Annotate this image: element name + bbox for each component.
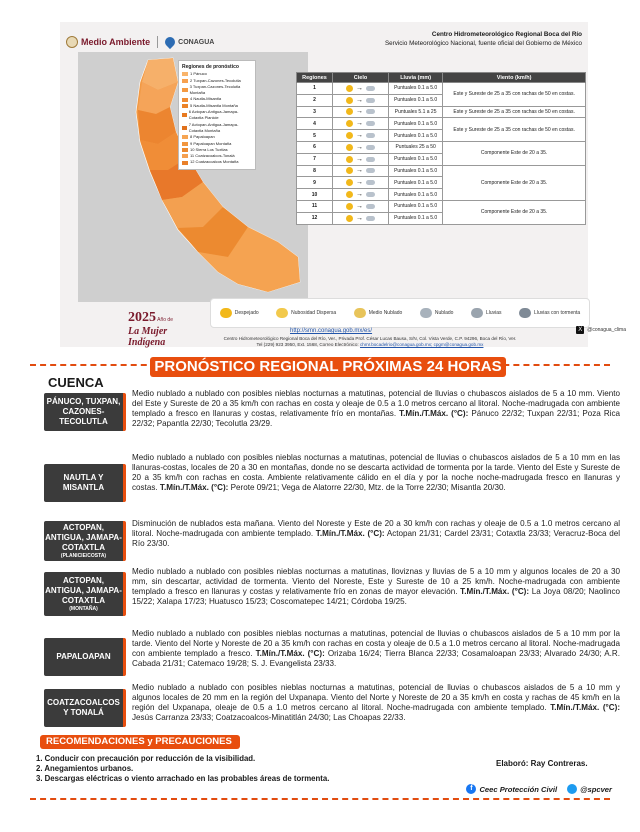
forecast-body: Medio nublado a nublado con posibles nieblas nocturnas a matutinas, potencial de lluvias o chubascos aislados de 5 a 10 mm. Viento del Este y Sureste de 20 a 35 km/h con rachas en costa y oleaje de 0.5 a 1.0 metros cercano al litoral. Noche-madrugada con ambiente templado a fresco en llanuras y costas, relativamente frío en montañas. bbox=[132, 389, 620, 419]
legend-swatch bbox=[182, 113, 187, 117]
legend-item bbox=[182, 84, 252, 97]
cloud-icon bbox=[366, 180, 375, 185]
legend-label: 12 Coatzacoalcos Montaña bbox=[190, 159, 239, 165]
anio-line2: La Mujer bbox=[128, 326, 168, 337]
region-name: ACTOPAN, ANTIGUA, JAMAPA-COTAXTLA bbox=[45, 522, 122, 552]
twitter-link[interactable]: @spcver bbox=[567, 784, 612, 794]
wind-cell: Componente Este de 20 a 35. bbox=[443, 200, 586, 224]
legend-swatch bbox=[182, 148, 188, 152]
footer-divider bbox=[30, 798, 610, 800]
rain-cell: Puntuales 25 a 50 bbox=[389, 141, 443, 153]
temps-values: Perote 09/21; Vega de Alatorre 22/30, Mtz. de la Torre 22/30; Misantla 20/30. bbox=[230, 483, 506, 493]
rain-cell: Puntuales 0.1 a 5.0 bbox=[389, 165, 443, 177]
temps-label: T.Mín./T.Máx. (°C): bbox=[460, 587, 530, 597]
forecast-table bbox=[296, 72, 586, 225]
arrow-right-icon: → bbox=[356, 143, 363, 151]
forecast-body: Medio nublado a nublado con posibles nieblas nocturnas a matutinas, potencial de lluvias o chubascos aislados de 5 a 10 mm y algunos locales de 20 mm en la región del Uxpanapa. Viento del Norte y Noreste de 20 a 35 km/h en costa y rachas de 45 km/h en la región del Uxpanapa, oleaje de 0.5 a 1.0 metros cercano al litoral. Noche-madrugada con ambiente templado. bbox=[132, 683, 620, 713]
recommendations-list bbox=[36, 754, 329, 785]
table-row bbox=[297, 141, 586, 153]
region-forecast-text bbox=[132, 389, 620, 429]
wind-cell: Componente Este de 20 a 35. bbox=[443, 165, 586, 200]
sky-legend-item bbox=[471, 308, 502, 318]
sun-icon bbox=[346, 144, 353, 151]
twitter-icon bbox=[567, 784, 577, 794]
region-number: 8 bbox=[297, 165, 333, 177]
arrow-right-icon: → bbox=[356, 214, 363, 222]
facebook-link[interactable]: f Ceec Protección Civil bbox=[466, 784, 557, 794]
rain-cell: Puntuales 0.1 a 5.0 bbox=[389, 83, 443, 95]
legend-label: 8 Papaloapan bbox=[190, 134, 215, 140]
emails-link[interactable]: chmr.bocadelrio@conagua.gob.mx; cpgm@conagua.gob.mx bbox=[359, 342, 484, 347]
sky-legend-label: Nublado bbox=[434, 310, 454, 316]
sky-cell bbox=[333, 118, 389, 130]
region-number: 7 bbox=[297, 153, 333, 165]
arrow-right-icon: → bbox=[356, 167, 363, 175]
rain-cell: Puntuales 0.1 a 5.0 bbox=[389, 212, 443, 224]
region-name: PAPALOAPAN bbox=[56, 652, 111, 661]
region-name: PÁNUCO, TUXPAN, CAZONES-TECOLUTLA bbox=[46, 397, 121, 426]
cloud-icon bbox=[366, 204, 375, 209]
sun-icon bbox=[346, 215, 353, 222]
col-header-sky: Cielo bbox=[333, 73, 389, 83]
legend-label: 10 Sierra Los Tuxtlas bbox=[190, 146, 228, 152]
sky-legend-item bbox=[519, 308, 580, 318]
temps-label: T.Mín./T.Máx. (°C): bbox=[159, 483, 229, 493]
region-number: 5 bbox=[297, 130, 333, 142]
sky-cell bbox=[333, 212, 389, 224]
anio-line3: Indígena bbox=[128, 337, 166, 348]
legend-label: 5 Nautla-Misantla Montaña bbox=[190, 102, 238, 108]
legend-swatch bbox=[182, 104, 188, 108]
region-subname: (PLANICIE/COSTA) bbox=[60, 552, 107, 559]
sun-icon bbox=[346, 156, 353, 163]
region-subname: (MONTAÑA) bbox=[69, 605, 98, 612]
region-number: 2 bbox=[297, 94, 333, 106]
arrow-right-icon: → bbox=[356, 120, 363, 128]
address-text: Centro Hidrometeorológico Regional Boca del Río, Ver., Privada Prof. César Lucas Bausa, S/N, Col. Vista Verde, C.P. 94296, Boca del Río, Ver. bbox=[223, 336, 517, 341]
sky-legend-label: Nubosidad Dispersa bbox=[291, 310, 337, 316]
storm-icon bbox=[519, 308, 531, 318]
x-account[interactable]: X @conagua_clima bbox=[578, 327, 626, 333]
cloud-icon bbox=[366, 109, 375, 114]
temps-label: T.Mín./T.Máx. (°C): bbox=[315, 529, 385, 539]
region-number: 9 bbox=[297, 177, 333, 189]
temps-values: Actopan 21/31; Cardel 23/31; Cotaxtla 23/33; Veracruz-Boca del Río 23/30. bbox=[132, 529, 621, 549]
sky-cell bbox=[333, 165, 389, 177]
region-block bbox=[44, 683, 626, 733]
sky-cell bbox=[333, 200, 389, 212]
table-row bbox=[297, 106, 586, 118]
legend-label: 3 Tuxpan-Cazones-Tecolutla Montaña bbox=[189, 83, 241, 96]
region-label bbox=[44, 464, 126, 502]
region-block bbox=[44, 389, 626, 435]
region-number: 6 bbox=[297, 141, 333, 153]
sky-cell bbox=[333, 106, 389, 118]
table-row bbox=[297, 200, 586, 212]
rain-icon bbox=[471, 308, 483, 318]
sky-legend-label: Medio Nublado bbox=[368, 310, 403, 316]
social-links bbox=[462, 784, 616, 794]
sky-legend-label: Despejado bbox=[234, 310, 259, 316]
section-label: CUENCA bbox=[48, 375, 104, 390]
cloud-icon bbox=[366, 121, 375, 126]
sun-icon bbox=[346, 108, 353, 115]
cloud-icon bbox=[366, 133, 375, 138]
cloud-icon bbox=[420, 308, 432, 318]
temps-values: Pánuco 22/32; Tuxpan 22/31; Poza Rica 22/32; Papantla 22/30; Tecolutla 23/29. bbox=[132, 409, 621, 429]
sky-legend-label: Lluvias con tormenta bbox=[534, 310, 581, 316]
rain-cell: Puntuales 0.1 a 5.0 bbox=[389, 200, 443, 212]
region-number: 1 bbox=[297, 83, 333, 95]
sun-icon bbox=[346, 191, 353, 198]
col-header-wind: Viento (km/h) bbox=[443, 73, 586, 83]
legend-swatch bbox=[182, 88, 188, 92]
region-number: 10 bbox=[297, 189, 333, 201]
region-label bbox=[44, 393, 126, 431]
logos bbox=[66, 36, 214, 48]
region-number: 3 bbox=[297, 106, 333, 118]
medio-ambiente-logo: Medio Ambiente bbox=[66, 36, 150, 48]
rain-cell: Puntuales 0.1 a 5.0 bbox=[389, 118, 443, 130]
region-label bbox=[44, 521, 126, 561]
sky-cell bbox=[333, 130, 389, 142]
sky-cell bbox=[333, 83, 389, 95]
wind-cell: Componente Este de 20 a 35. bbox=[443, 141, 586, 165]
legend-items bbox=[182, 71, 252, 165]
legend-label: 9 Papaloapan Montaña bbox=[190, 140, 232, 146]
sky-cell bbox=[333, 94, 389, 106]
forecast-body: Medio nublado a nublado con posibles nieblas nocturnas a matutinas, potencial de lluvias o chubascos aislados de 5 a 10 mm en las llanuras-costas, locales de 20 a 30 en montañas, donde no se descarta actividad de tormenta por la tarde. Viento del Este y Sureste de 20 a 35 km/h con rachas en costa. Ambiente relativamente cálido en el día y por la noche noche-madrugada fresco en llanuras y costas. bbox=[132, 453, 620, 493]
region-number: 4 bbox=[297, 118, 333, 130]
anio-year: 2025 bbox=[128, 310, 156, 325]
sun-cloud-icon bbox=[276, 308, 288, 318]
cloud-icon bbox=[366, 168, 375, 173]
conagua-logo: CONAGUA bbox=[165, 37, 214, 47]
smn-link[interactable]: http://smn.conagua.gob.mx/es/ bbox=[290, 328, 373, 334]
legend-swatch bbox=[182, 72, 188, 76]
wind-cell: Este y Sureste de 25 a 35 con rachas de 50 en costas. bbox=[443, 106, 586, 118]
legend-label: 4 Nautla-Misantla bbox=[190, 96, 222, 102]
region-label bbox=[44, 638, 126, 676]
partly-cloudy-icon bbox=[354, 308, 366, 318]
legend-label: 6 Actopan-Antigua-Jamapa-Cotaxtla Planicie bbox=[188, 109, 239, 121]
region-name: NAUTLA Y MISANTLA bbox=[62, 473, 105, 492]
legend-swatch bbox=[182, 161, 188, 165]
arrow-right-icon: → bbox=[356, 96, 363, 104]
recommendation-item: 2. Anegamientos urbanos. bbox=[36, 764, 134, 774]
sun-icon bbox=[220, 308, 232, 318]
recommendation-item: 1. Conducir con precaución por reducción de la visibilidad. bbox=[36, 754, 256, 763]
arrow-right-icon: → bbox=[356, 84, 363, 92]
table-row bbox=[297, 118, 586, 130]
forecast-body: Disminución de nublados esta mañana. Viento del Noreste y Este de 20 a 30 km/h con rachas y oleaje de 0.5 a 1.0 metros cercano al litoral. Noche-madrugada con ambiente templado. bbox=[132, 519, 620, 539]
anio-line1: Año de bbox=[157, 317, 173, 323]
address-block bbox=[210, 336, 530, 348]
recommendations-title: RECOMENDACIONES y PRECAUCIONES bbox=[40, 735, 240, 749]
rain-cell: Puntuales 0.1 a 5.0 bbox=[389, 189, 443, 201]
temps-label: T.Mín./T.Máx. (°C): bbox=[399, 409, 469, 419]
region-block bbox=[44, 567, 626, 621]
legend-item bbox=[182, 122, 252, 135]
region-name: COATZACOALCOS Y TONALÁ bbox=[47, 698, 120, 717]
temps-values: Orizaba 16/24; Tierra Blanca 22/33; Cosamaloapan 23/33; Alvarado 24/30; A.R. Cabada 21/31; Catemaco 19/28; S. J. Evangelista 23/33. bbox=[132, 649, 621, 669]
regions-legend bbox=[178, 60, 256, 170]
temps-values: Jesús Carranza 23/33; Coatzacoalcos-Minatitlán 24/30; Las Choapas 22/33. bbox=[132, 713, 406, 723]
region-number: 11 bbox=[297, 200, 333, 212]
sky-cell bbox=[333, 153, 389, 165]
forecast-body: Medio nublado a nublado con posibles nieblas nocturnas a matutinas, potencial de lluvias o chubascos aislados de 5 a 10 mm por la tarde. Viento del Norte y Noreste de 20 a 35 km/h con rachas en costa y oleaje de 0.5 a 1.0 metros cercano al litoral. Noche-madrugada con ambiente templado a fresco. bbox=[132, 629, 620, 659]
sky-legend-item bbox=[354, 308, 403, 318]
forecast-infographic bbox=[60, 22, 588, 347]
sky-legend-label: Lluvias bbox=[485, 310, 502, 316]
cloud-icon bbox=[366, 216, 375, 221]
region-label bbox=[44, 572, 126, 616]
legend-swatch bbox=[182, 142, 188, 146]
sun-icon bbox=[346, 132, 353, 139]
rain-cell: Puntuales 0.1 a 5.0 bbox=[389, 94, 443, 106]
sun-icon bbox=[346, 97, 353, 104]
recommendation-item: 3. Descargas eléctricas o viento arrachado en las probables áreas de tormenta. bbox=[36, 774, 330, 784]
sky-legend-item bbox=[220, 308, 259, 318]
org-title: Centro Hidrometeorológico Regional Boca del Río bbox=[431, 31, 582, 38]
arrow-right-icon: → bbox=[356, 202, 363, 210]
seal-icon bbox=[66, 36, 78, 48]
region-forecast-text bbox=[132, 453, 620, 493]
table-row bbox=[297, 165, 586, 177]
sky-cell bbox=[333, 189, 389, 201]
region-name: ACTOPAN, ANTIGUA, JAMAPA-COTAXTLA bbox=[45, 575, 122, 605]
region-label bbox=[44, 689, 126, 727]
rain-cell: Puntuales 5.1 a 25 bbox=[389, 106, 443, 118]
legend-swatch bbox=[182, 79, 188, 83]
rain-cell: Puntuales 0.1 a 5.0 bbox=[389, 130, 443, 142]
org-subtitle: Servicio Meteorológico Nacional, fuente oficial del Gobierno de México bbox=[384, 40, 582, 47]
region-forecast-text bbox=[132, 519, 620, 549]
temps-label: T.Mín./T.Máx. (°C): bbox=[550, 703, 621, 713]
sky-icons-legend bbox=[210, 298, 590, 328]
temps-values: La Joya 08/20; Naolinco 15/22; Xalapa 17/23; Huatusco 15/23; Coscomatepec 14/21; Córdoba 19/25. bbox=[132, 587, 621, 607]
sun-icon bbox=[346, 179, 353, 186]
col-header-rain: Lluvia (mm) bbox=[389, 73, 443, 83]
region-forecast-text bbox=[132, 567, 620, 607]
sun-icon bbox=[346, 85, 353, 92]
sky-legend-item bbox=[420, 308, 454, 318]
region-block bbox=[44, 453, 626, 513]
arrow-right-icon: → bbox=[356, 191, 363, 199]
arrow-right-icon: → bbox=[356, 179, 363, 187]
wind-cell: Este y Sureste de 25 a 35 con rachas de 50 en costas. bbox=[443, 83, 586, 107]
table-row bbox=[297, 83, 586, 95]
anio-mujer-indigena bbox=[128, 310, 218, 348]
region-forecast-text bbox=[132, 683, 620, 723]
cloud-icon bbox=[366, 98, 375, 103]
cloud-icon bbox=[366, 145, 375, 150]
legend-title: Regiones de pronóstico bbox=[182, 64, 239, 70]
wind-cell: Este y Sureste de 25 a 35 con rachas de 50 en costas. bbox=[443, 118, 586, 142]
temps-label: T.Mín./T.Máx. (°C): bbox=[255, 649, 325, 659]
legend-label: 7 Actopan-Antigua-Jamapa-Cotaxtla Montaña bbox=[188, 121, 239, 133]
arrow-right-icon: → bbox=[356, 132, 363, 140]
water-drop-icon bbox=[163, 35, 177, 49]
legend-item bbox=[182, 109, 252, 122]
arrow-right-icon: → bbox=[356, 108, 363, 116]
region-block bbox=[44, 629, 626, 685]
sky-legend-item bbox=[276, 308, 336, 318]
legend-label: 1 Pánuco bbox=[190, 71, 207, 77]
sky-cell bbox=[333, 141, 389, 153]
legend-label: 2 Tuxpan-Cazones-Tecolutla bbox=[190, 77, 241, 83]
phone-text: Tel (229) 923 3950, Ext. 1568, Correo Electrónico: bbox=[256, 342, 359, 347]
arrow-right-icon: → bbox=[356, 155, 363, 163]
region-number: 12 bbox=[297, 212, 333, 224]
x-logo-icon: X bbox=[578, 327, 583, 333]
facebook-icon: f bbox=[466, 784, 476, 794]
legend-item bbox=[182, 159, 252, 165]
forecast-body: Medio nublado a nublado con posibles nieblas nocturnas a matutinas, lloviznas y lluvias de 5 a 10 mm y algunos locales de 20 a 30 mm, sin descartar, actividad de tormenta. Viento del Noreste, Este y Sureste de 10 a 25 km/h. Noche-madrugada con ambiente templado a fresco en llanuras y costas y relativamente frío en zonas de mayor elevación. bbox=[132, 567, 620, 597]
cloud-icon bbox=[366, 157, 375, 162]
legend-swatch bbox=[182, 98, 188, 102]
forecast-table-body bbox=[297, 83, 586, 225]
cloud-icon bbox=[366, 192, 375, 197]
legend-swatch bbox=[182, 135, 188, 139]
rain-cell: Puntuales 0.1 a 5.0 bbox=[389, 177, 443, 189]
legend-swatch bbox=[182, 126, 187, 130]
cloud-icon bbox=[366, 86, 375, 91]
page-title: PRONÓSTICO REGIONAL PRÓXIMAS 24 HORAS bbox=[150, 357, 506, 377]
legend-swatch bbox=[182, 154, 188, 158]
sun-icon bbox=[346, 120, 353, 127]
region-forecast-text bbox=[132, 629, 620, 669]
sky-cell bbox=[333, 177, 389, 189]
author: Elaboró: Ray Contreras. bbox=[496, 759, 588, 768]
org-header bbox=[385, 30, 582, 48]
sun-icon bbox=[346, 203, 353, 210]
col-header-regions: Regiones bbox=[297, 73, 333, 83]
rain-cell: Puntuales 0.1 a 5.0 bbox=[389, 153, 443, 165]
region-block bbox=[44, 519, 626, 563]
sun-icon bbox=[346, 167, 353, 174]
legend-label: 11 Coatzacoalcos-Tonalá bbox=[190, 153, 235, 159]
